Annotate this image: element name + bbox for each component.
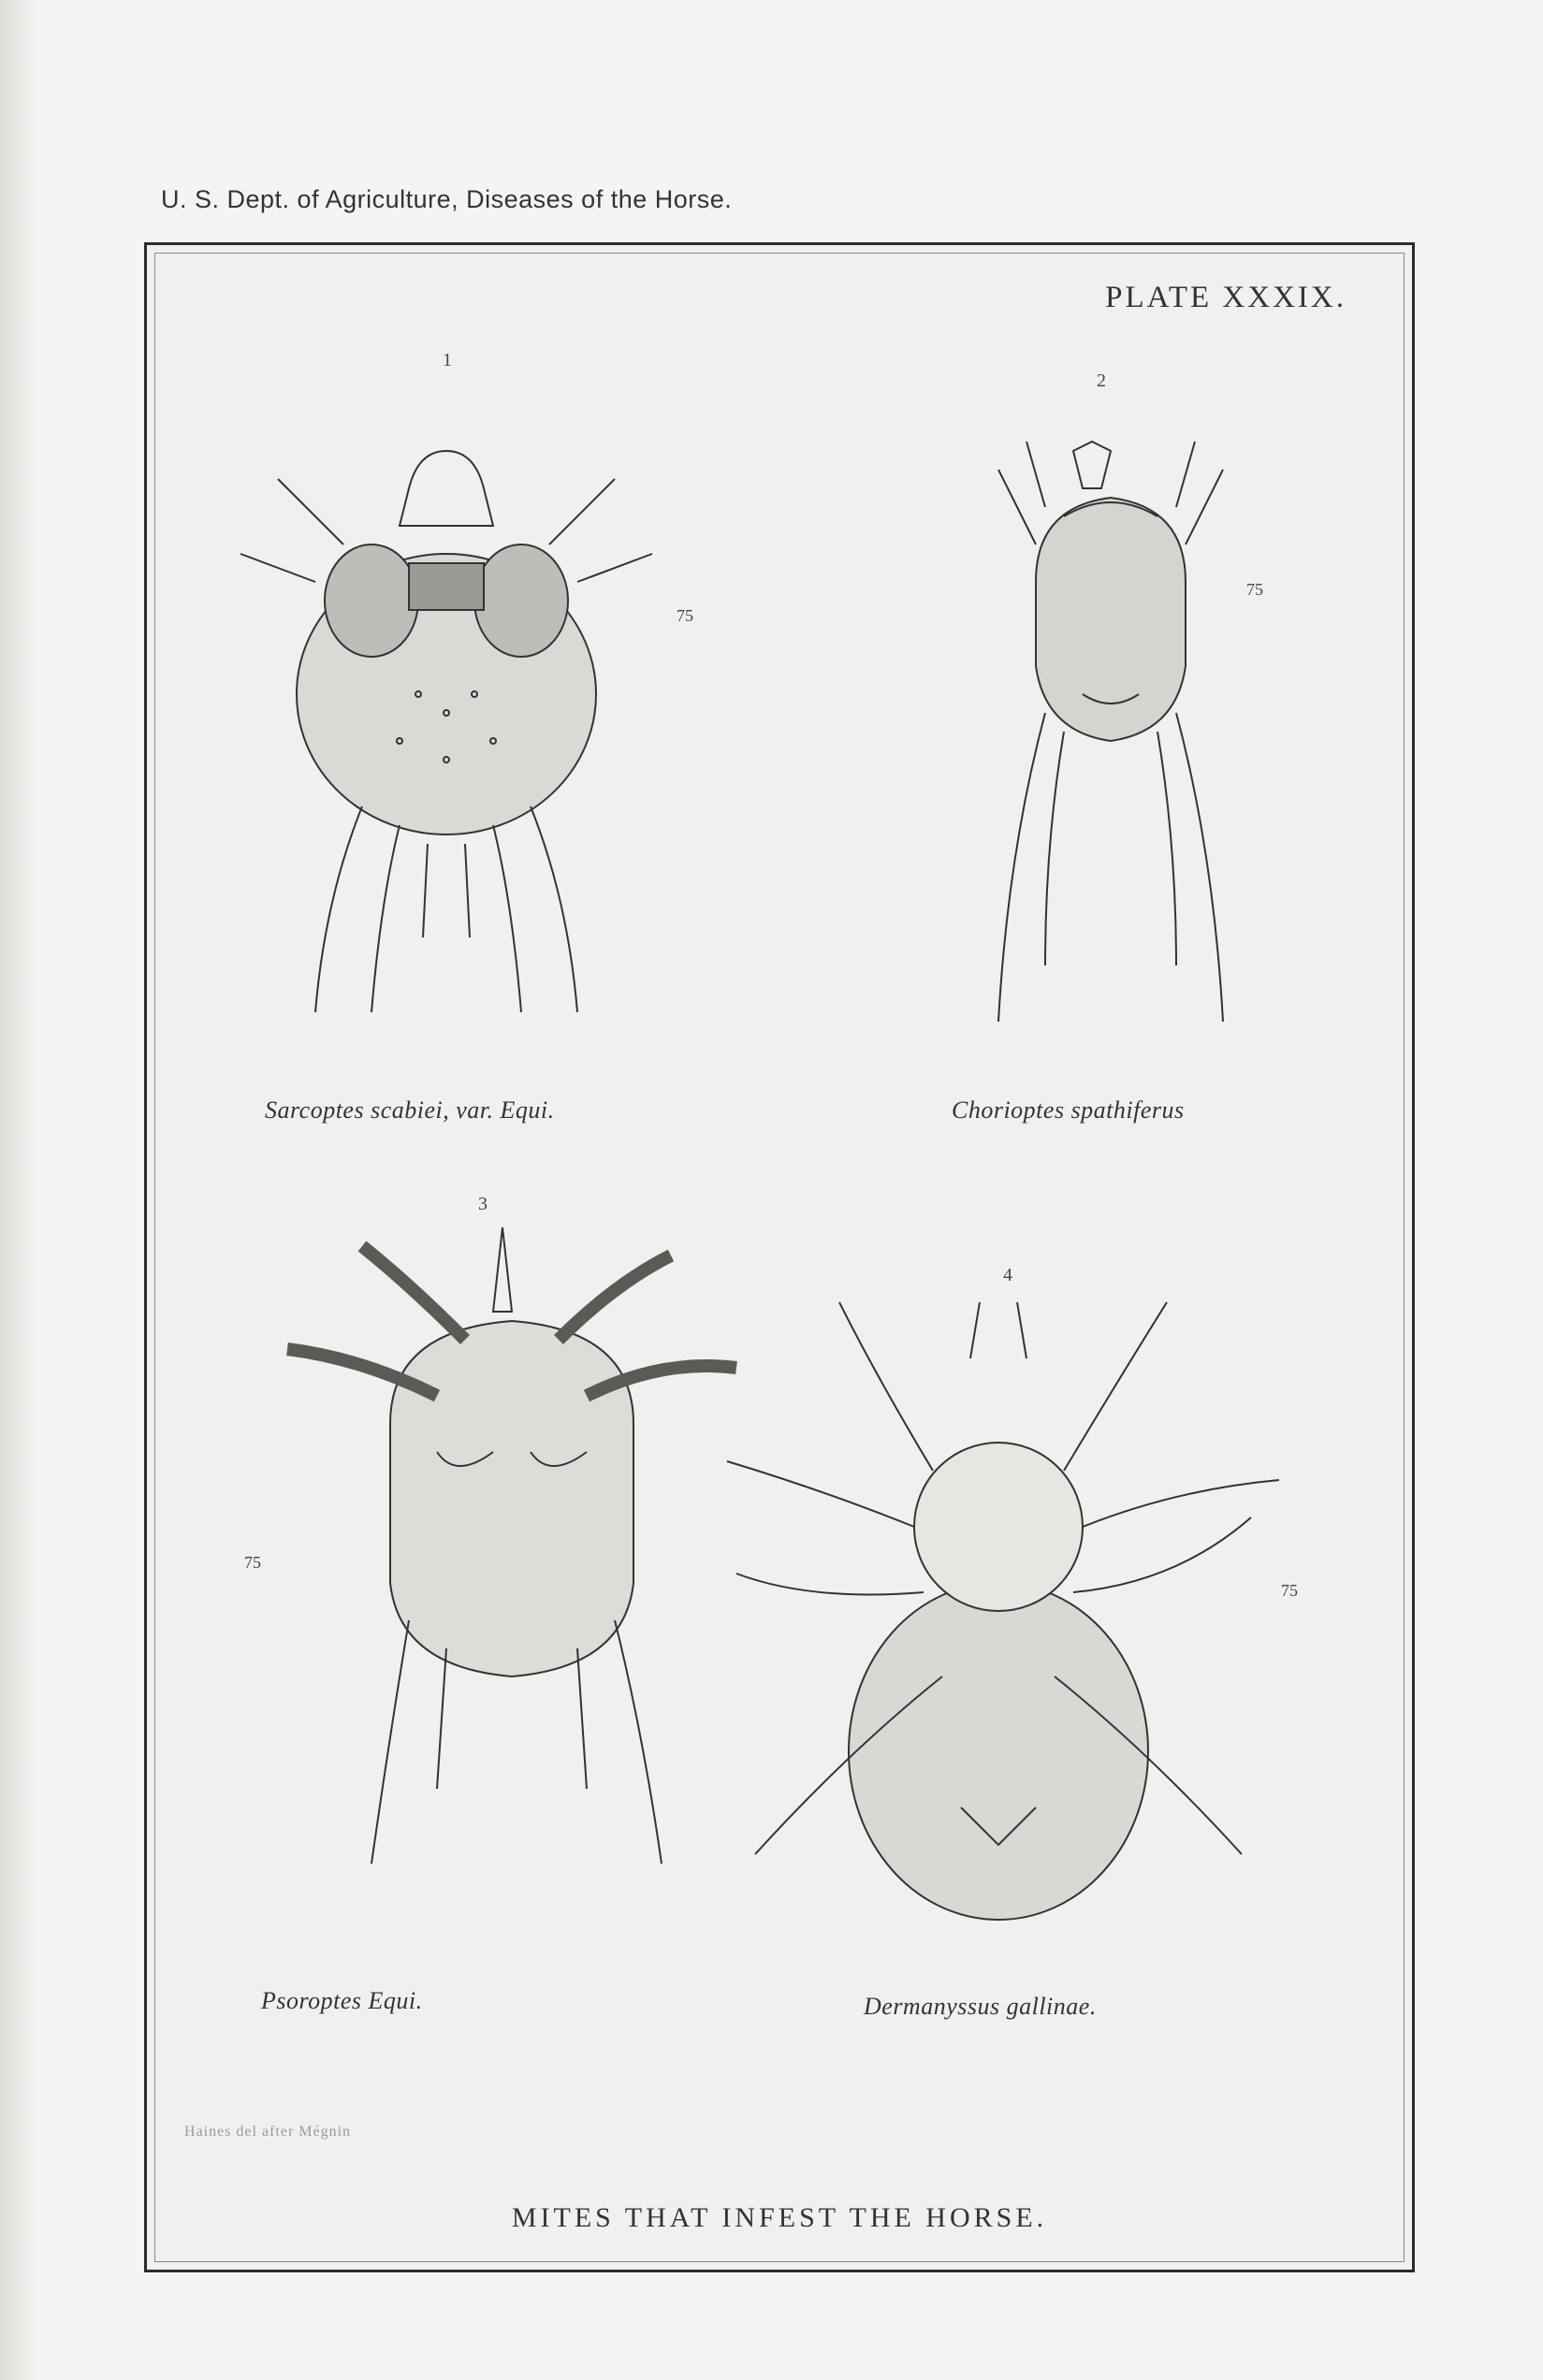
plate-title: MITES THAT INFEST THE HORSE.: [511, 2202, 1048, 2233]
figure-1-number: 1: [443, 350, 452, 370]
figure-4-number: 4: [1003, 1265, 1012, 1285]
running-head: U. S. Dept. of Agriculture, Diseases of the Horse.: [161, 185, 733, 213]
plate-credit: Haines del after Mégnin: [184, 2124, 352, 2140]
figure-1-sarcoptes-illustration: [231, 376, 680, 994]
figure-3-scale: 75: [244, 1553, 261, 1572]
figure-4-dermanyssus-illustration: [718, 1284, 1298, 1957]
figure-4-caption: Dermanyssus gallinae.: [864, 1993, 1097, 2020]
figure-2-chorioptes-illustration: [970, 432, 1251, 1031]
plate-frame: [144, 242, 1415, 2272]
page-edge-shadow: [0, 0, 37, 2380]
figure-3-psoroptes-illustration: [250, 1227, 774, 1901]
figure-3-caption: Psoroptes Equi.: [261, 1987, 423, 2014]
figure-3-number: 3: [478, 1194, 488, 1214]
plate-number: PLATE XXXIX.: [1105, 281, 1346, 314]
figure-2-number: 2: [1097, 370, 1106, 391]
figure-2-scale: 75: [1246, 580, 1263, 599]
figure-1-caption: Sarcoptes scabiei, var. Equi.: [265, 1096, 555, 1124]
figure-4-scale: 75: [1281, 1581, 1298, 1600]
figure-1-scale: 75: [677, 606, 693, 625]
figure-2-caption: Chorioptes spathiferus: [952, 1096, 1185, 1124]
